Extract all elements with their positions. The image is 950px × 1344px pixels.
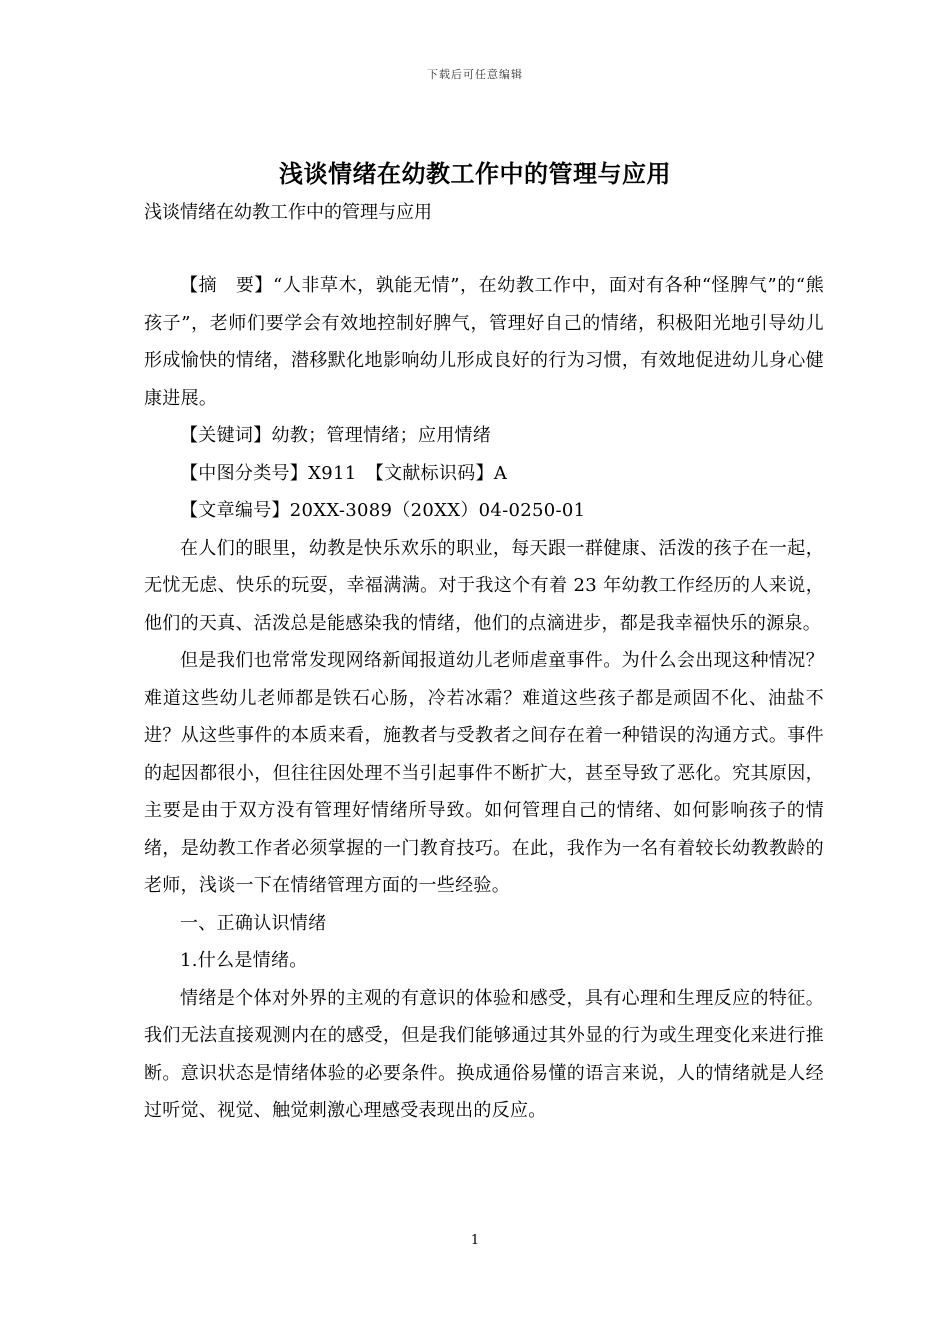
classification-line: 【中图分类号】X911 【文献标识码】A — [180, 462, 508, 484]
article-number-line: 【文章编号】20XX-3089（20XX）04-0250-01 — [180, 500, 586, 521]
abstract-paragraph: 【摘 要】“人非草木，孰能无情”，在幼教工作中，面对有各种“怪脾气”的“熊孩子”，老师们要学会有效地控制好脾气，管理好自己的情绪，积极阳光地引导幼儿形成愉快的情绪，潜移默化地影响幼儿形成良好的行为习惯，有效地促进幼儿身心健康进展。 — [144, 275, 824, 409]
page-number: 1 — [470, 1233, 480, 1248]
section-heading: 一、正确认识情绪 — [180, 912, 327, 934]
document-title: 浅谈情绪在幼教工作中的管理与应用 — [279, 159, 671, 188]
body-paragraph: 在人们的眼里，幼教是快乐欢乐的职业，每天跟一群健康、活泼的孩子在一起，无忧无虑、快乐的玩耍，幸福满满。对于我这个有着 23 年幼教工作经历的人来说，他们的天真、活泼总是能感染我的情绪，他们的点滴进步，都是我幸福快乐的源泉。 — [144, 537, 824, 634]
document-body — [144, 267, 824, 1130]
keywords-line: 【关键词】幼教；管理情绪；应用情绪 — [180, 425, 492, 446]
body-paragraph: 但是我们也常常发现网络新闻报道幼儿老师虐童事件。为什么会出现这种情况？难道这些幼儿老师都是铁石心肠，冷若冰霜？难道这些孩子都是顽固不化、油盐不进？从这些事件的本质来看，施教者与受教者之间存在着一种错误的沟通方式。事件的起因都很小，但往往因处理不当引起事件不断扩大，甚至导致了恶化。究其原因，主要是由于双方没有管理好情绪所导致。如何管理自己的情绪、如何影响孩子的情绪，是幼教工作者必须掌握的一门教育技巧。在此，我作为一名有着较长幼教教龄的老师，浅谈一下在情绪管理方面的一些经验。 — [144, 650, 824, 896]
subsection-heading: 1.什么是情绪。 — [180, 950, 308, 971]
body-paragraph: 情绪是个体对外界的主观的有意识的体验和感受，具有心理和生理反应的特征。我们无法直接观测内在的感受，但是我们能够通过其外显的行为或生理变化来进行推断。意识状态是情绪体验的必要条件。换成通俗易懂的语言来说，人的情绪就是人经过听觉、视觉、触觉刺激心理感受表现出的反应。 — [144, 987, 824, 1121]
page-header-note: 下载后可任意编辑 — [427, 68, 523, 81]
document-subtitle: 浅谈情绪在幼教工作中的管理与应用 — [144, 202, 432, 223]
